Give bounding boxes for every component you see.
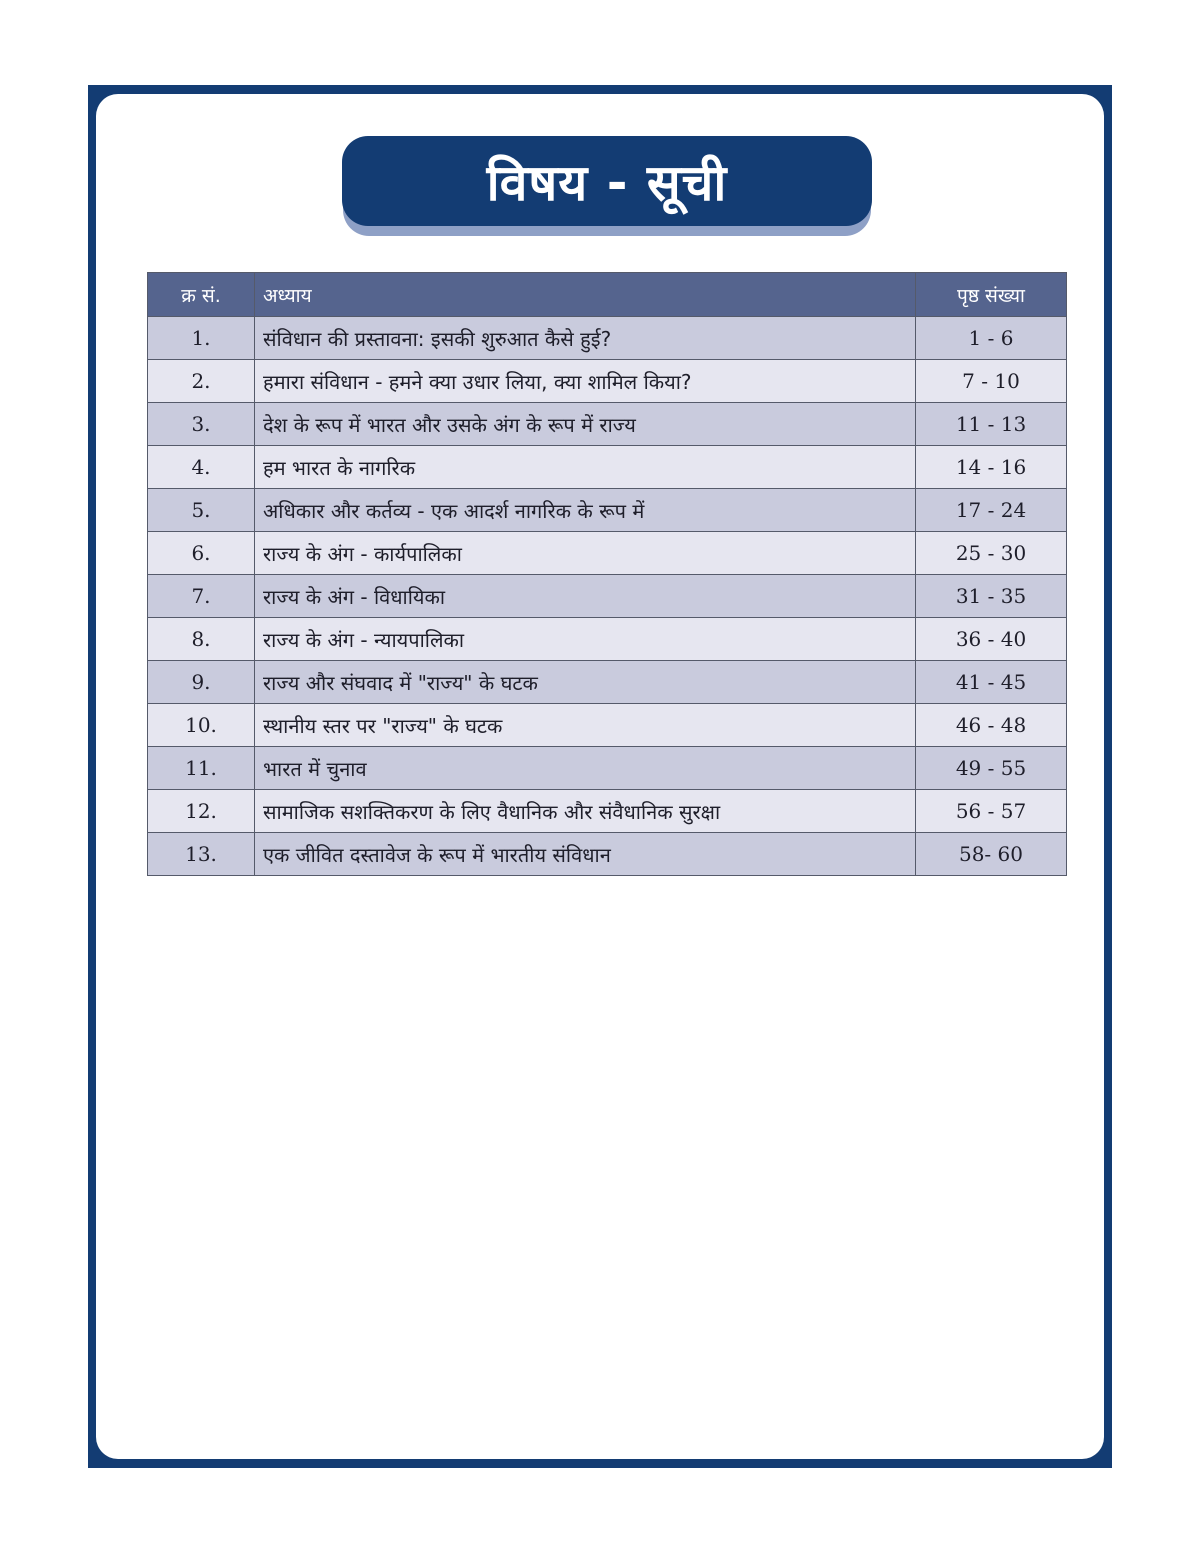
row-chapter: राज्य के अंग - न्यायपालिका: [255, 618, 916, 661]
row-chapter: सामाजिक सशक्तिकरण के लिए वैधानिक और संवैधानिक सुरक्षा: [255, 790, 916, 833]
row-number: 8.: [148, 618, 255, 661]
row-number: 13.: [148, 833, 255, 876]
row-pages: 17 - 24: [916, 489, 1067, 532]
table-row: [148, 403, 1067, 446]
row-number: 11.: [148, 747, 255, 790]
row-chapter: राज्य के अंग - विधायिका: [255, 575, 916, 618]
table-row: [148, 575, 1067, 618]
table-row: [148, 790, 1067, 833]
row-number: 10.: [148, 704, 255, 747]
row-pages: 31 - 35: [916, 575, 1067, 618]
table-row: [148, 747, 1067, 790]
row-number: 12.: [148, 790, 255, 833]
row-number: 2.: [148, 360, 255, 403]
header-pages: पृष्ठ संख्या: [916, 273, 1067, 317]
row-number: 3.: [148, 403, 255, 446]
row-pages: 25 - 30: [916, 532, 1067, 575]
row-number: 1.: [148, 317, 255, 360]
table-row: [148, 661, 1067, 704]
row-chapter: हम भारत के नागरिक: [255, 446, 916, 489]
row-pages: 56 - 57: [916, 790, 1067, 833]
page-frame: [88, 85, 1112, 1468]
table-row: [148, 618, 1067, 661]
page-title: विषय - सूची: [342, 136, 872, 226]
row-chapter: देश के रूप में भारत और उसके अंग के रूप में राज्य: [255, 403, 916, 446]
header-number: क्र सं.: [148, 273, 255, 317]
row-pages: 11 - 13: [916, 403, 1067, 446]
row-pages: 1 - 6: [916, 317, 1067, 360]
row-number: 6.: [148, 532, 255, 575]
row-pages: 14 - 16: [916, 446, 1067, 489]
row-chapter: अधिकार और कर्तव्य - एक आदर्श नागरिक के रूप में: [255, 489, 916, 532]
row-number: 4.: [148, 446, 255, 489]
table-row: [148, 704, 1067, 747]
row-pages: 46 - 48: [916, 704, 1067, 747]
table-row: [148, 317, 1067, 360]
row-chapter: संविधान की प्रस्तावना: इसकी शुरुआत कैसे हुई?: [255, 317, 916, 360]
row-chapter: राज्य और संघवाद में "राज्य" के घटक: [255, 661, 916, 704]
row-chapter: हमारा संविधान - हमने क्या उधार लिया, क्या शामिल किया?: [255, 360, 916, 403]
table-row: [148, 489, 1067, 532]
row-chapter: एक जीवित दस्तावेज के रूप में भारतीय संविधान: [255, 833, 916, 876]
row-pages: 49 - 55: [916, 747, 1067, 790]
row-chapter: भारत में चुनाव: [255, 747, 916, 790]
row-number: 7.: [148, 575, 255, 618]
row-number: 9.: [148, 661, 255, 704]
contents-table: [147, 272, 1067, 876]
table-row: [148, 833, 1067, 876]
row-chapter: स्थानीय स्तर पर "राज्य" के घटक: [255, 704, 916, 747]
row-pages: 58- 60: [916, 833, 1067, 876]
header-chapter: अध्याय: [255, 273, 916, 317]
row-number: 5.: [148, 489, 255, 532]
table-header-row: [148, 273, 1067, 317]
page-inner: [96, 94, 1104, 1459]
row-pages: 36 - 40: [916, 618, 1067, 661]
row-chapter: राज्य के अंग - कार्यपालिका: [255, 532, 916, 575]
row-pages: 41 - 45: [916, 661, 1067, 704]
table-row: [148, 532, 1067, 575]
table-row: [148, 360, 1067, 403]
table-row: [148, 446, 1067, 489]
row-pages: 7 - 10: [916, 360, 1067, 403]
